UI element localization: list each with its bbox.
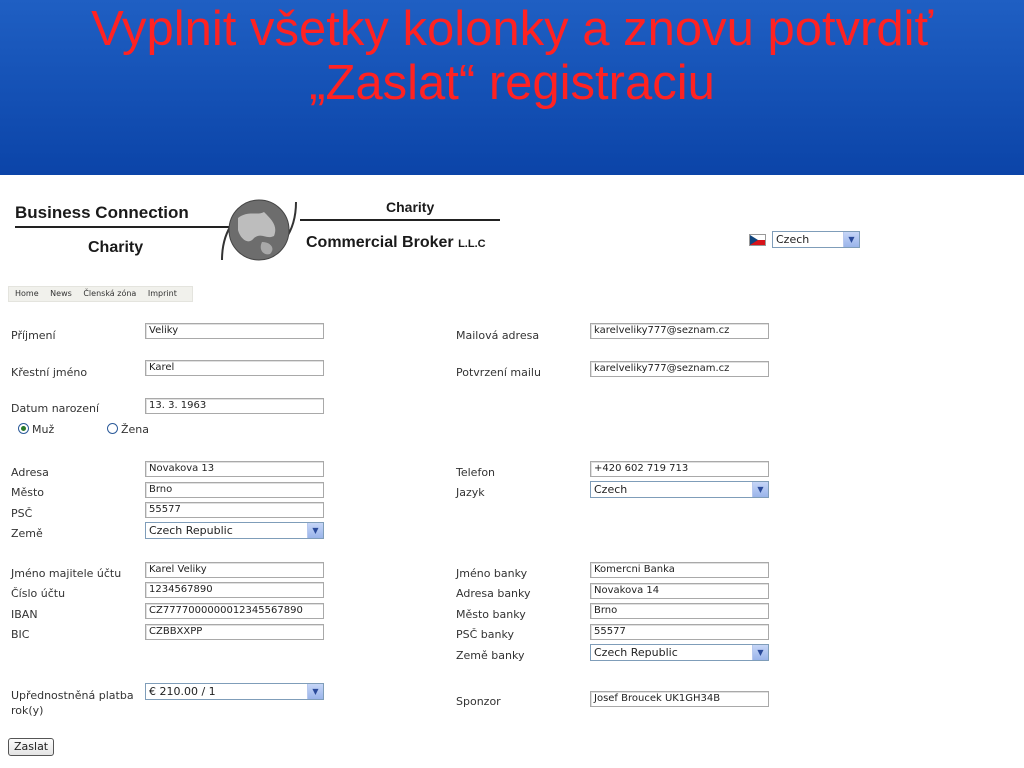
chevron-down-icon[interactable]: ▼ [307,523,323,538]
krestni-input[interactable]: Karel [145,360,324,376]
label-mesto: Město [11,486,45,499]
bic-input[interactable]: CZBBXXPP [145,624,324,640]
iban-input[interactable]: CZ7777000000012345567890 [145,603,324,619]
label-majitel: Jméno majitele účtu [11,567,122,580]
logo-llc: L.L.C [458,238,486,250]
gender-male-label: Muž [32,423,55,436]
label-mesto-banky: Město banky [456,608,526,621]
platba-select-value: € 210.00 / 1 [149,685,216,698]
zeme-select-value: Czech Republic [149,524,233,537]
email-input[interactable]: karelveliky777@seznam.cz [590,323,769,339]
slide-header [0,0,1024,175]
zeme-select[interactable] [145,522,324,539]
zeme-banky-select-value: Czech Republic [594,646,678,659]
nav-home[interactable]: Home [15,289,39,298]
jazyk-select-value: Czech [594,483,628,496]
prijmeni-input[interactable]: Veliky [145,323,324,339]
submit-button[interactable]: Zaslat [8,738,54,756]
language-select-value: Czech [776,233,810,246]
main-nav [8,286,193,302]
jazyk-select[interactable] [590,481,769,498]
label-krestni: Křestní jméno [11,366,88,379]
label-zeme: Země [11,527,43,540]
label-iban: IBAN [11,608,38,621]
label-platba: Upřednostněná platba rok(y) [11,689,134,717]
email-confirm-input[interactable]: karelveliky777@seznam.cz [590,361,769,377]
majitel-input[interactable]: Karel Veliky [145,562,324,578]
logo-commercial-broker-text: Commercial Broker [306,234,454,251]
label-email: Mailová adresa [456,329,540,342]
czech-flag-icon [749,234,766,246]
label-adresa-banky: Adresa banky [456,587,531,600]
label-bic: BIC [11,628,30,641]
label-psc: PSČ [11,507,33,520]
banka-input[interactable]: Komercni Banka [590,562,769,578]
radio-checked-icon[interactable] [18,423,29,434]
logo-rule-left [15,226,230,228]
chevron-down-icon[interactable]: ▼ [307,684,323,699]
mesto-input[interactable]: Brno [145,482,324,498]
cislo-input[interactable]: 1234567890 [145,582,324,598]
label-telefon: Telefon [456,466,496,479]
slide-title [0,2,1024,110]
registration-page [0,175,1024,768]
label-jazyk: Jazyk [456,486,485,499]
gender-female-radio[interactable] [107,423,149,436]
zeme-banky-select[interactable] [590,644,769,661]
telefon-input[interactable]: +420 602 719 713 [590,461,769,477]
chevron-down-icon[interactable]: ▼ [752,482,768,497]
label-prijmeni: Příjmení [11,329,56,342]
label-psc-banky: PSČ banky [456,628,514,641]
radio-unchecked-icon[interactable] [107,423,118,434]
logo-commercial-broker [306,234,486,252]
adresa-banky-input[interactable]: Novakova 14 [590,583,769,599]
logo-rule-right [300,219,500,221]
psc-banky-input[interactable]: 55577 [590,624,769,640]
gender-male-radio[interactable] [18,423,54,436]
language-select[interactable] [772,231,860,248]
logo-charity-left: Charity [88,239,144,256]
psc-input[interactable]: 55577 [145,502,324,518]
label-adresa: Adresa [11,466,49,479]
platba-select[interactable] [145,683,324,700]
mesto-banky-input[interactable]: Brno [590,603,769,619]
datum-input[interactable]: 13. 3. 1963 [145,398,324,414]
globe-icon [218,190,300,270]
label-zeme-banky: Země banky [456,649,525,662]
label-sponzor: Sponzor [456,695,501,708]
logo-charity-right: Charity [386,199,435,215]
label-email-confirm: Potvrzení mailu [456,366,541,379]
label-datum: Datum narození [11,402,99,415]
gender-female-label: Žena [121,423,150,436]
nav-member-zone[interactable]: Členská zóna [83,289,137,298]
nav-imprint[interactable]: Imprint [147,289,177,298]
adresa-input[interactable]: Novakova 13 [145,461,324,477]
slide-title-line2: „Zaslat“ registraciu [309,56,715,110]
chevron-down-icon[interactable]: ▼ [843,232,859,247]
sponzor-input[interactable]: Josef Broucek UK1GH34B [590,691,769,707]
slide-title-line1: Vyplnit všetky kolonky a znovu potvrdiť [91,2,933,56]
logo-business-connection: Business Connection [15,203,189,222]
chevron-down-icon[interactable]: ▼ [752,645,768,660]
label-banka: Jméno banky [456,567,528,580]
label-cislo: Číslo účtu [11,587,66,600]
nav-news[interactable]: News [50,289,72,298]
